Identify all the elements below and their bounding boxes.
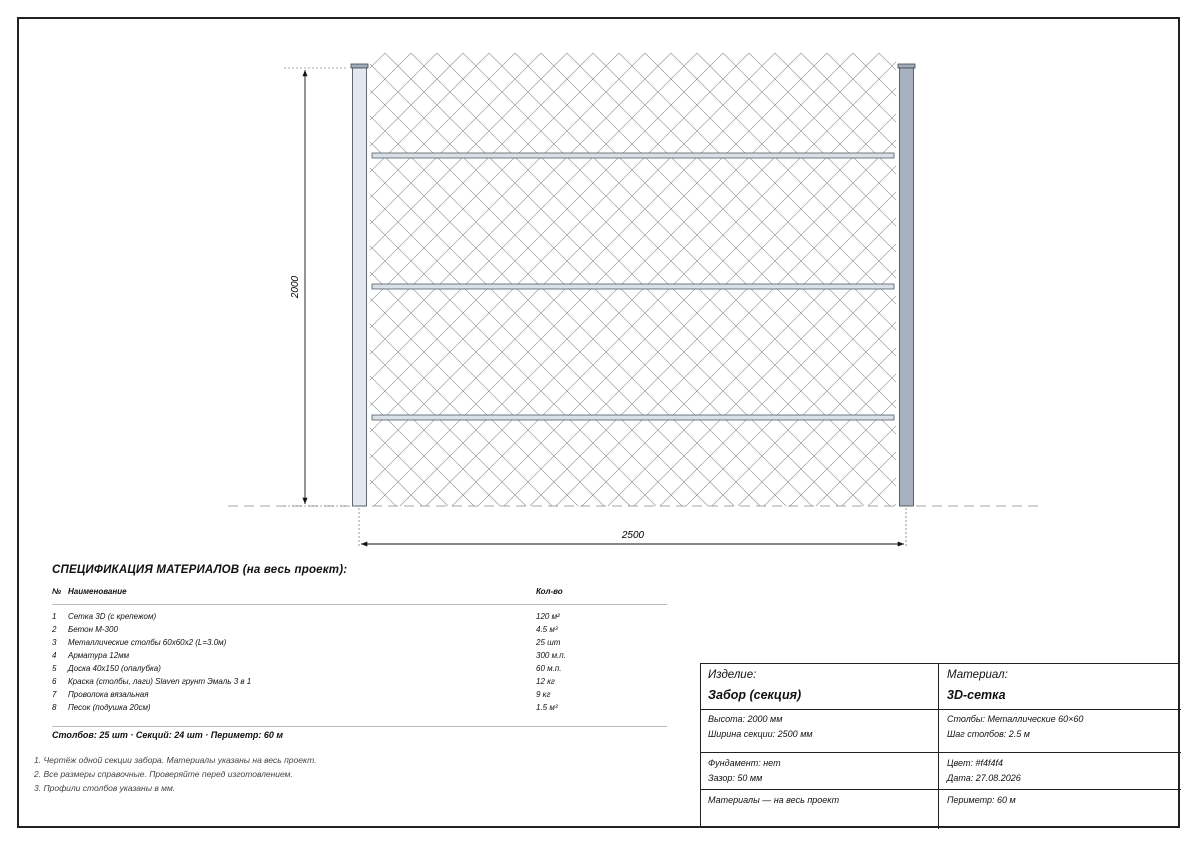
post-step-value: Шаг столбов: 2.5 м [947, 729, 1030, 739]
mesh-wire [0, 53, 437, 506]
height-value: Высота: 2000 мм [708, 714, 783, 724]
spec-row-qty: 120 м² [536, 612, 560, 621]
title-block-row-line [701, 752, 1181, 753]
product-value: Забор (секция) [708, 688, 802, 702]
spec-row-name: Проволока вязальная [68, 690, 149, 699]
spec-summary: Столбов: 25 шт · Секций: 24 шт · Периметр: 60 м [52, 730, 284, 740]
mesh-wire [125, 53, 578, 506]
mesh-wire [411, 53, 864, 506]
material-label: Материал: [947, 669, 1008, 681]
mesh-wire [88, 53, 541, 506]
spec-row-name: Краска (столбы, лаги) Slaven грунт Эмаль 3 в 1 [68, 677, 252, 686]
mesh-wire [530, 53, 983, 506]
mesh-wire [723, 53, 1176, 506]
mesh-wire [660, 53, 1113, 506]
mesh-wire [0, 53, 203, 506]
mesh-wire [931, 53, 1200, 506]
section-width-value: Ширина секции: 2500 мм [708, 729, 813, 739]
spec-row [52, 664, 612, 676]
product-label: Изделие: [708, 669, 757, 681]
height-dimension [284, 68, 348, 506]
mesh-wire [307, 53, 760, 506]
mesh-wire [764, 53, 1200, 506]
rail-bottom [372, 415, 894, 420]
mesh-wire [47, 53, 500, 506]
mesh-wire [712, 53, 1165, 506]
mesh-wire [114, 53, 567, 506]
date-value: Дата: 27.08.2026 [947, 773, 1021, 783]
spec-row [52, 703, 612, 715]
mesh-wire [489, 53, 942, 506]
mesh-wire [842, 53, 1200, 506]
mesh-wire [0, 53, 411, 506]
mesh-wire [192, 53, 645, 506]
mesh-wire [374, 53, 827, 506]
mesh-wire [281, 53, 734, 506]
mesh-wire [541, 53, 994, 506]
mesh-wire [671, 53, 1124, 506]
spec-row [52, 625, 612, 637]
mesh-wire [0, 53, 281, 506]
width-dimension-label: 2500 [621, 530, 645, 541]
title-block-row-line [701, 789, 1181, 790]
mesh-wire [0, 53, 385, 506]
spec-row [52, 612, 612, 624]
mesh-wire [0, 53, 229, 506]
mesh-wire [203, 53, 656, 506]
mesh-wire [437, 53, 890, 506]
mesh-wire [1139, 53, 1200, 506]
mesh-wire [333, 53, 786, 506]
mesh-wire [10, 53, 463, 506]
title-block [700, 663, 1180, 828]
spec-row-name: Металлические столбы 60x60x2 (L=3.0м) [68, 638, 227, 647]
mesh-wire [36, 53, 489, 506]
mesh-wire [775, 53, 1200, 506]
spec-footer-divider [52, 726, 667, 727]
mesh-wire [400, 53, 853, 506]
posts-value: Столбы: Металлические 60×60 [947, 714, 1084, 724]
spec-row-name: Сетка 3D (с крепежом) [68, 612, 157, 621]
mesh-wire [504, 53, 957, 506]
title-block-row-line [701, 709, 1181, 710]
mesh-wire [0, 53, 177, 506]
gap-value: Зазор: 50 мм [708, 773, 763, 783]
spec-row-qty: 25 шт [536, 638, 561, 647]
spec-row-num: 7 [52, 690, 57, 699]
mesh-wire [0, 53, 73, 506]
mesh-wire [0, 53, 151, 506]
spec-row-qty: 9 кг [536, 690, 551, 699]
mesh-wire [463, 53, 916, 506]
mesh-wire [426, 53, 879, 506]
mesh-wire [816, 53, 1200, 506]
spec-col-qty: Кол-во [536, 587, 563, 596]
mesh-wire [1087, 53, 1200, 506]
note-3: 3. Профили столбов указаны в мм. [34, 783, 176, 793]
mesh-wire [593, 53, 1046, 506]
rail-top [372, 153, 894, 158]
mesh-wire [0, 53, 125, 506]
mesh-wire [1165, 53, 1200, 506]
spec-col-num: № [52, 587, 62, 596]
mesh-wire [1113, 53, 1200, 506]
mesh-wire [0, 53, 307, 506]
mesh-wire [0, 53, 448, 506]
mesh-wire [270, 53, 723, 506]
mesh-wire [255, 53, 708, 506]
mesh-wire [905, 53, 1200, 506]
mesh-wire [1009, 53, 1200, 506]
mesh-wire [0, 53, 99, 506]
note-1: 1. Чертёж одной секции забора. Материалы указаны на весь проект. [34, 755, 317, 765]
mesh-wire [348, 53, 801, 506]
spec-row-num: 2 [52, 625, 57, 634]
mesh-wire [634, 53, 1087, 506]
width-dimension [359, 508, 906, 548]
material-value: 3D-сетка [947, 688, 1006, 702]
mesh-wire [0, 53, 255, 506]
mesh-wire [957, 53, 1200, 506]
mesh-wire [983, 53, 1200, 506]
mesh-wire [359, 53, 812, 506]
mesh-wire [0, 53, 333, 506]
foundation-value: Фундамент: нет [708, 758, 781, 768]
spec-row-num: 1 [52, 612, 57, 621]
materials-note: Материалы — на весь проект [708, 795, 840, 805]
spec-row [52, 690, 612, 702]
mesh-wire [582, 53, 1035, 506]
spec-row-name: Арматура 12мм [68, 651, 130, 660]
mesh-wire [218, 53, 671, 506]
mesh-wire [322, 53, 775, 506]
mesh-wire [868, 53, 1200, 506]
mesh-wire [99, 53, 552, 506]
mesh-wire [177, 53, 630, 506]
post-right [898, 64, 915, 506]
post-left [351, 64, 368, 506]
mesh-wire [0, 53, 47, 506]
mesh-wire [1061, 53, 1200, 506]
spec-row-num: 4 [52, 651, 57, 660]
mesh-wire [749, 53, 1200, 506]
spec-header-divider [52, 604, 667, 605]
spec-row-qty: 4.5 м³ [536, 625, 558, 634]
title-block-divider [938, 664, 939, 829]
mesh-wire [0, 53, 370, 506]
mesh-wire [619, 53, 1072, 506]
mesh-wire [385, 53, 838, 506]
spec-row-qty: 12 кг [536, 677, 555, 686]
rail-middle [372, 284, 894, 289]
mesh-wire [244, 53, 697, 506]
spec-title: СПЕЦИФИКАЦИЯ МАТЕРИАЛОВ (на весь проект): [52, 564, 348, 576]
spec-row [52, 651, 612, 663]
color-value: Цвет: #f4f4f4 [947, 758, 1003, 768]
mesh-wire [21, 53, 474, 506]
mesh-wire [166, 53, 619, 506]
mesh-wire [567, 53, 1020, 506]
spec-row-name: Доска 40x150 (опалубка) [68, 664, 161, 673]
spec-row-name: Песок (подушка 20см) [68, 703, 151, 712]
mesh-wire [478, 53, 931, 506]
spec-row-num: 5 [52, 664, 57, 673]
note-2: 2. Все размеры справочные. Проверяйте перед изготовлением. [34, 769, 293, 779]
mesh-wire [0, 53, 21, 506]
spec-row-num: 6 [52, 677, 57, 686]
spec-row-name: Бетон М-300 [68, 625, 118, 634]
mesh-wire [790, 53, 1200, 506]
mesh-wire [1035, 53, 1200, 506]
mesh-wire [894, 53, 1200, 506]
mesh-wire [738, 53, 1191, 506]
mesh-wire [827, 53, 1200, 506]
spec-col-name: Наименование [68, 587, 127, 596]
mesh-wire [697, 53, 1150, 506]
spec-row-qty: 1.5 м³ [536, 703, 558, 712]
spec-row-qty: 300 м.п. [536, 651, 566, 660]
mesh-wire [608, 53, 1061, 506]
mesh-wire [879, 53, 1200, 506]
mesh-wire [151, 53, 604, 506]
mesh-wire [1191, 53, 1200, 506]
spec-row [52, 677, 612, 689]
mesh-wire [645, 53, 1098, 506]
mesh-wire [0, 53, 396, 506]
mesh-panel [0, 53, 1200, 506]
mesh-wire [62, 53, 515, 506]
mesh-wire [452, 53, 905, 506]
spec-row [52, 638, 612, 650]
spec-row-num: 3 [52, 638, 57, 647]
height-dimension-label: 2000 [290, 275, 301, 299]
mesh-wire [556, 53, 1009, 506]
spec-row-num: 8 [52, 703, 57, 712]
perimeter-value: Периметр: 60 м [947, 795, 1016, 805]
spec-row-qty: 60 м.п. [536, 664, 562, 673]
